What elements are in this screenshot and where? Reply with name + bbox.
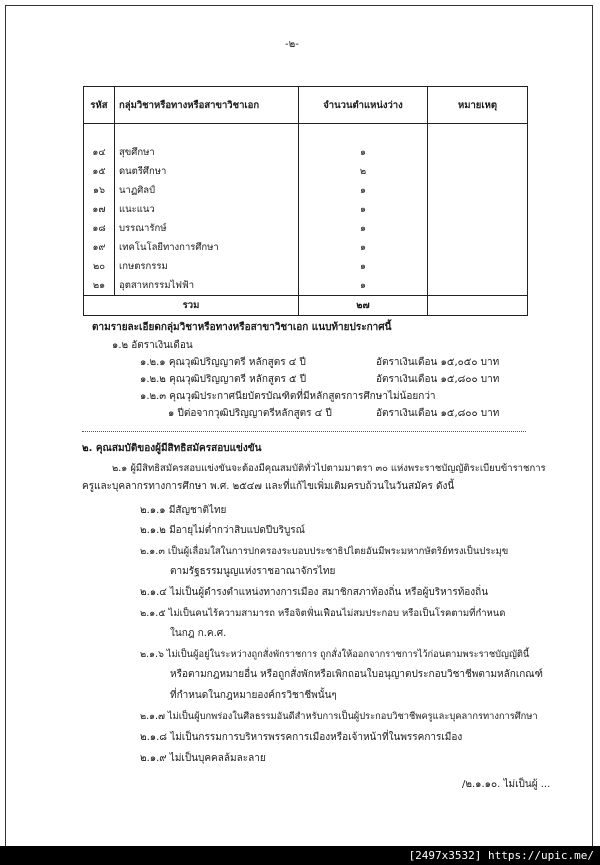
qualification-item-cont: ในกฎ ก.ค.ศ. <box>170 628 227 639</box>
qualification-item: ๒.๑.๕ ไม่เป็นคนไร้ความสามารถ หรือจิตฟั่นเฟือนไม่สมประกอบ หรือเป็นโรคตามที่กำหนด <box>140 608 506 619</box>
header-count: จำนวนตำแหน่งว่าง <box>299 87 428 124</box>
header-remark: หมายเหตุ <box>428 87 528 124</box>
table-row <box>84 238 528 257</box>
row-code: ๑๖ <box>84 181 115 200</box>
total-label: รวม <box>84 296 299 316</box>
qualification-item: ๒.๑.๒ มีอายุไม่ต่ำกว่าสิบแปดปีบริบูรณ์ <box>140 525 305 536</box>
total-remark <box>428 296 528 316</box>
table-total-row <box>84 296 528 316</box>
row-subject: ดนตรีศึกษา <box>115 162 299 181</box>
row-remark <box>428 257 528 276</box>
row-count: ๑ <box>299 257 428 276</box>
table-row <box>84 276 528 296</box>
salary-item-rate: อัตราเงินเดือน ๑๕,๐๕๐ บาท <box>376 357 500 368</box>
salary-heading: ๑.๒ อัตราเงินเดือน <box>112 340 193 351</box>
row-remark <box>428 238 528 257</box>
row-subject: แนะแนว <box>115 200 299 219</box>
qualification-item: ๒.๑.๑ มีสัญชาติไทย <box>140 505 227 516</box>
row-subject: อุตสาหกรรมไฟฟ้า <box>115 276 299 296</box>
table-row <box>84 181 528 200</box>
salary-item-label: ๑.๒.๒ คุณวุฒิปริญญาตรี หลักสูตร ๕ ปี <box>140 374 307 385</box>
row-code: ๑๔ <box>84 143 115 162</box>
salary-item-rate: อัตราเงินเดือน ๑๕,๘๐๐ บาท <box>376 374 500 385</box>
continuation-note: /๒.๑.๑๐. ไม่เป็นผู้ ... <box>462 779 551 790</box>
salary-item3-line2: ๑ ปีต่อจากวุฒิปริญญาตรีหลักสูตร ๔ ปี <box>168 408 332 419</box>
row-code: ๒๐ <box>84 257 115 276</box>
qualification-item: ๒.๑.๓ เป็นผู้เลื่อมใสในการปกครองระบอบประชาธิปไตยอันมีพระมหากษัตริย์ทรงเป็นประมุข <box>140 546 509 557</box>
row-subject: เกษตรกรรม <box>115 257 299 276</box>
row-subject: สุขศึกษา <box>115 143 299 162</box>
qualification-item: ๒.๑.๗ ไม่เป็นผู้บกพร่องในศีลธรรมอันดีสำหรับการเป็นผู้ประกอบวิชาชีพครูและบุคลากรทางการศึกษา <box>140 711 538 722</box>
section2-heading: ๒. คุณสมบัติของผู้มีสิทธิสมัครสอบแข่งขัน <box>82 443 262 454</box>
row-remark <box>428 162 528 181</box>
qualification-item-cont: ที่กำหนดในกฎหมายองค์กรวิชาชีพนั้นๆ <box>170 690 337 701</box>
qualification-item: ๒.๑.๘ ไม่เป็นกรรมการบริหารพรรคการเมืองหรือเจ้าหน้าที่ในพรรคการเมือง <box>140 732 463 743</box>
row-code: ๑๙ <box>84 238 115 257</box>
row-count: ๑ <box>299 238 428 257</box>
qualification-item-cont: ตามรัฐธรรมนูญแห่งราชอาณาจักรไทย <box>170 566 336 577</box>
row-remark <box>428 276 528 296</box>
row-count: ๑ <box>299 276 428 296</box>
salary-item3-line1: ๑.๒.๓ คุณวุฒิประกาศนียบัตรบัณฑิตที่มีหลักสูตรการศึกษาไม่น้อยกว่า <box>140 391 436 402</box>
vacancy-table <box>83 86 528 316</box>
table-row <box>84 200 528 219</box>
row-count: ๑ <box>299 200 428 219</box>
watermark-text: [2497x3532] https://upic.me/ <box>408 849 594 862</box>
page-number: -๒- <box>285 39 299 50</box>
row-count: ๑ <box>299 181 428 200</box>
salary-item3-rate: อัตราเงินเดือน ๑๕,๘๐๐ บาท <box>376 408 500 419</box>
after-table-note: ตามรายละเอียดกลุ่มวิชาหรือทางหรือสาขาวิชาเอก แนบท้ายประกาศนี้ <box>92 322 392 333</box>
section-divider <box>82 431 526 432</box>
qualification-item: ๒.๑.๙ ไม่เป็นบุคคลล้มละลาย <box>140 753 266 764</box>
row-subject: เทคโนโลยีทางการศึกษา <box>115 238 299 257</box>
row-remark <box>428 181 528 200</box>
qualification-item-cont: หรือตามกฎหมายอื่น หรือถูกสั่งพักหรือเพิกถอนใบอนุญาตประกอบวิชาชีพตามหลักเกณฑ์ <box>170 669 543 680</box>
row-code: ๑๗ <box>84 200 115 219</box>
row-subject: บรรณารักษ์ <box>115 219 299 238</box>
header-subject: กลุ่มวิชาหรือทางหรือสาขาวิชาเอก <box>115 87 299 124</box>
table-row <box>84 162 528 181</box>
table-row <box>84 219 528 238</box>
row-code: ๑๕ <box>84 162 115 181</box>
qualification-item: ๒.๑.๖ ไม่เป็นผู้อยู่ในระหว่างถูกสั่งพักราชการ ถูกสั่งให้ออกจากราชการไว้ก่อนตามพระราชบัญญัตินี้ <box>140 649 530 660</box>
row-count: ๑ <box>299 143 428 162</box>
row-code: ๑๘ <box>84 219 115 238</box>
row-remark <box>428 219 528 238</box>
table-header-row <box>84 87 528 124</box>
row-count: ๑ <box>299 219 428 238</box>
total-value: ๒๗ <box>299 296 428 316</box>
section2-intro-line1: ๒.๑ ผู้มีสิทธิสมัครสอบแข่งขันจะต้องมีคุณสมบัติทั่วไปตามมาตรา ๓๐ แห่งพระราชบัญญัติระเบียบข้าราชการ <box>112 463 546 474</box>
row-count: ๒ <box>299 162 428 181</box>
section2-intro-line2: ครูและบุคลากรทางการศึกษา พ.ศ. ๒๕๔๗ และที่แก้ไขเพิ่มเติมครบถ้วนในวันสมัคร ดังนี้ <box>82 481 455 492</box>
row-remark <box>428 200 528 219</box>
salary-item-label: ๑.๒.๑ คุณวุฒิปริญญาตรี หลักสูตร ๔ ปี <box>140 357 306 368</box>
row-remark <box>428 143 528 162</box>
row-code: ๒๑ <box>84 276 115 296</box>
table-row <box>84 257 528 276</box>
qualification-item: ๒.๑.๔ ไม่เป็นผู้ดำรงตำแหน่งทางการเมือง สมาชิกสภาท้องถิ่น หรือผู้บริหารท้องถิ่น <box>140 587 489 598</box>
table-row <box>84 143 528 162</box>
header-code: รหัส <box>84 87 115 124</box>
row-subject: นาฏศิลป์ <box>115 181 299 200</box>
